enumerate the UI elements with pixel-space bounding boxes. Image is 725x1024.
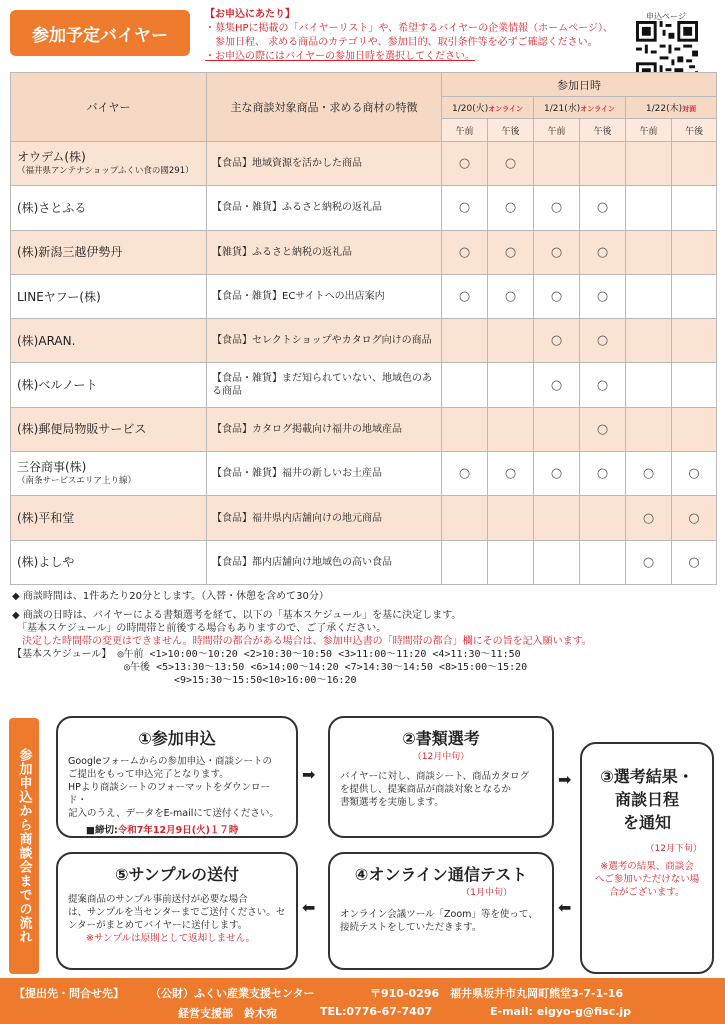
step-text: Googleフォームからの参加申込・商談シートの	[68, 756, 273, 767]
step-when: （1月中旬）	[461, 888, 512, 898]
step-when: （12月下旬）	[645, 844, 702, 854]
pm-slots: <5>13:30～13:50 <6>14:00～14:20 <7>14:30～14:50 <8>15:00～15:20	[156, 662, 528, 673]
availability-cell: ○	[488, 274, 534, 318]
availability-cell	[488, 540, 534, 584]
buyer-name: (株)郵便局物販サービス	[17, 422, 147, 437]
pm-label: ◎午後	[124, 662, 151, 673]
arrow-left-icon: ⬅	[558, 898, 572, 917]
table-row	[11, 142, 717, 186]
buyer-feature: 【食品・雑貨】まだ知られていない、地域色のある商品	[207, 363, 442, 407]
note-line: 決定した時間帯の変更はできません。時間帯の都合がある場合は、参加申込書の「時間帯の都合」欄にその旨を記入願います。	[12, 636, 592, 647]
availability-cell	[488, 363, 534, 407]
availability-cell	[626, 186, 672, 230]
step-title: 商談日程	[614, 790, 679, 809]
availability-cell: ○	[534, 452, 580, 496]
buyer-name-cell	[11, 363, 207, 407]
step-text: 記入のうえ、データをE-mailにて送付ください。	[68, 808, 279, 819]
availability-cell: ○	[442, 230, 488, 274]
footer-address: 〒910-0296 福井県坂井市丸岡町熊堂3-7-1-16	[370, 987, 624, 1000]
arrow-left-icon: ⬅	[302, 898, 316, 917]
buyer-name-cell	[11, 186, 207, 230]
step-title: を通知	[622, 813, 671, 832]
availability-cell: ○	[488, 452, 534, 496]
schedule-title: 【基本スケジュール】	[12, 649, 112, 660]
step-online-test	[328, 852, 554, 970]
availability-cell: ○	[626, 540, 672, 584]
table-row	[11, 319, 717, 363]
availability-cell	[488, 496, 534, 540]
availability-cell	[626, 274, 672, 318]
table-row	[11, 496, 717, 540]
buyer-feature: 【食品】福井県内店舗向けの地元商品	[207, 496, 442, 540]
deadline-value: 令和7年12月9日(火)１７時	[117, 825, 239, 836]
step-title: ①参加申込	[138, 729, 216, 748]
availability-cell	[442, 496, 488, 540]
step-title: ⑤サンプルの送付	[114, 865, 240, 884]
step-text: へご参加いただけない場	[594, 874, 700, 885]
buyer-name-cell	[11, 452, 207, 496]
footer-org: （公財）ふくい産業支援センター	[150, 987, 315, 1000]
table-row	[11, 230, 717, 274]
notes	[12, 590, 712, 687]
qr-label: 申込ページ	[646, 12, 686, 21]
availability-cell: ○	[580, 186, 626, 230]
step-text: オンライン会議ツール「Zoom」等を使って、	[340, 909, 538, 920]
col-features-header: 主な商談対象商品・求める商材の特徴	[207, 73, 442, 142]
buyer-name: (株)ベルノート	[17, 378, 98, 393]
step-text: バイヤーに対し、商談シート、商品カタログ	[340, 771, 530, 782]
step-text: 提案商品のサンプル事前送付が必要な場合	[68, 894, 248, 905]
schedule-row	[12, 661, 712, 674]
am-header: 午前	[442, 119, 488, 142]
availability-cell	[488, 407, 534, 451]
availability-cell: ○	[534, 186, 580, 230]
availability-cell: ○	[534, 230, 580, 274]
buyer-name-cell	[11, 274, 207, 318]
availability-cell	[672, 142, 717, 186]
availability-cell: ○	[672, 496, 717, 540]
am-slots: <1>10:00～10:20 <2>10:30～10:50 <3>11:00～11:20 <4>11:30～11:50	[149, 649, 521, 660]
availability-cell	[442, 319, 488, 363]
buyer-name: (株)平和堂	[17, 511, 75, 526]
footer-mail[interactable]: E-mail: eigyo-g@fisc.jp	[490, 1005, 632, 1018]
availability-cell	[442, 363, 488, 407]
availability-cell	[580, 496, 626, 540]
notice-line: 参加日程、 求める商品のカテゴリや、参加目的、取引条件等を必ずご確認ください。	[205, 37, 598, 48]
flow-label: 参加申込から商談会までの流れ	[9, 718, 39, 974]
arrow-right-icon: ➡	[558, 770, 572, 789]
buyer-name-cell	[11, 142, 207, 186]
footer-label: 【提出先・問合せ先】	[14, 987, 124, 1000]
buyer-feature: 【食品】カタログ掲載向け福井の地域産品	[207, 407, 442, 451]
step-text: ご提出をもって申込完了となります。	[68, 769, 229, 780]
notice-line: ・お申込の際にはバイヤーの参加日時を選択してください。	[205, 51, 475, 62]
buyer-sub: （南条サービスエリア上り線）	[17, 475, 137, 486]
pm-header: 午後	[672, 119, 717, 142]
buyer-name-cell	[11, 540, 207, 584]
section-badge: 参加予定バイヤー	[10, 10, 190, 56]
day-header	[626, 97, 717, 119]
buyer-feature: 【食品】地域資源を活かした商品	[207, 142, 442, 186]
table-row	[11, 540, 717, 584]
buyer-name-cell	[11, 407, 207, 451]
am-header: 午前	[626, 119, 672, 142]
availability-cell: ○	[626, 452, 672, 496]
notice	[205, 8, 625, 64]
buyer-feature: 【食品】セレクトショップやカタログ向けの商品	[207, 319, 442, 363]
step-title: ④オンライン通信テスト	[354, 865, 528, 884]
day-label: 1/20(火)	[451, 104, 489, 114]
table-row	[11, 186, 717, 230]
buyer-name: (株)よしや	[17, 555, 75, 570]
availability-cell	[672, 363, 717, 407]
step-text: HPより商談シートのフォーマットをダウンロード・	[68, 782, 271, 806]
availability-cell	[534, 142, 580, 186]
availability-cell: ○	[580, 230, 626, 274]
step-text: ※選考の結果、商談会	[600, 861, 694, 872]
availability-cell: ○	[580, 363, 626, 407]
availability-cell	[626, 142, 672, 186]
availability-cell	[626, 407, 672, 451]
step-title: ③選考結果・	[600, 767, 694, 786]
col-buyer-header: バイヤー	[11, 73, 207, 142]
availability-cell	[442, 407, 488, 451]
availability-cell: ○	[488, 230, 534, 274]
table-row	[11, 452, 717, 496]
footer-tel[interactable]: TEL:0776-67-7407	[320, 1005, 433, 1018]
availability-cell	[534, 540, 580, 584]
buyer-name: 三谷商事(株)	[17, 459, 87, 474]
table-row	[11, 363, 717, 407]
step-text: は、サンプルを当センターまでご送付ください。セ	[68, 907, 286, 918]
buyer-name: オウデム(株)	[17, 149, 86, 164]
note-line: ◆ 商談の日時は、バイヤーによる書類選考を経て、以下の「基本スケジュール」を基に決定します。	[12, 610, 462, 621]
note-line: 「基本スケジュール」の時間帯と前後する場合もありますので、ご了承ください。	[12, 623, 387, 634]
availability-cell: ○	[626, 496, 672, 540]
buyer-feature: 【食品・雑貨】ふるさと納税の返礼品	[207, 186, 442, 230]
step-sample	[56, 852, 298, 970]
availability-cell: ○	[534, 274, 580, 318]
availability-cell: ○	[580, 319, 626, 363]
step-apply	[56, 716, 298, 838]
buyer-feature: 【食品・雑貨】福井の新しいお土産品	[207, 452, 442, 496]
availability-cell: ○	[580, 452, 626, 496]
availability-cell: ○	[672, 452, 717, 496]
availability-cell	[626, 319, 672, 363]
day-header	[534, 97, 626, 119]
availability-cell: ○	[442, 452, 488, 496]
deadline-label: ■締切:	[86, 825, 118, 836]
availability-cell	[672, 274, 717, 318]
buyer-name: (株)さとふる	[17, 200, 87, 215]
buyer-sub: （福井県アンテナショップふくい食の國291）	[17, 165, 194, 176]
availability-cell	[534, 407, 580, 451]
am-header: 午前	[534, 119, 580, 142]
step-text: 合がございます。	[609, 887, 685, 898]
step-screening	[328, 716, 554, 838]
note-line: ◆ 商談時間は、1件あたり20分とします。（入替・休憩を含めて30分）	[12, 591, 329, 602]
availability-cell: ○	[488, 186, 534, 230]
day-tag: 対面	[682, 105, 697, 113]
availability-cell	[534, 496, 580, 540]
buyer-name-cell	[11, 319, 207, 363]
availability-cell: ○	[534, 319, 580, 363]
availability-cell	[580, 540, 626, 584]
availability-cell	[672, 230, 717, 274]
buyer-feature: 【雑貨】ふるさと納税の返礼品	[207, 230, 442, 274]
buyer-feature: 【食品・雑貨】ECサイトへの出店案内	[207, 274, 442, 318]
am-label: ◎午前	[117, 649, 144, 660]
availability-cell: ○	[534, 363, 580, 407]
buyer-name-cell	[11, 230, 207, 274]
buyer-name: (株)新潟三越伊勢丹	[17, 245, 123, 260]
table-row	[11, 407, 717, 451]
availability-cell: ○	[580, 274, 626, 318]
buyer-feature: 【食品】都内店舗向け地域色の高い食品	[207, 540, 442, 584]
step-result	[580, 742, 714, 974]
availability-cell	[672, 319, 717, 363]
availability-cell	[488, 319, 534, 363]
day-label: 1/21(水)	[543, 104, 581, 114]
availability-cell: ○	[580, 407, 626, 451]
step-text: ンターがまとめてバイヤーに送付します。	[68, 920, 248, 931]
step-when: （12月中旬）	[412, 752, 470, 762]
table-row	[11, 274, 717, 318]
availability-cell	[626, 363, 672, 407]
day-header	[442, 97, 534, 119]
availability-cell: ○	[442, 186, 488, 230]
pm-slots: <9>15:30～15:50<10>16:00～16:20	[174, 675, 357, 686]
availability-cell: ○	[488, 142, 534, 186]
buyer-name: LINEヤフー(株)	[17, 289, 101, 304]
availability-cell: ○	[442, 274, 488, 318]
availability-cell	[672, 186, 717, 230]
step-text: ※サンプルは原則として返却しません。	[86, 933, 256, 944]
schedule-row	[12, 648, 712, 661]
availability-cell	[626, 230, 672, 274]
availability-cell	[442, 540, 488, 584]
buyer-table	[10, 72, 717, 585]
step-text: 書類選考を実施します。	[340, 797, 444, 808]
schedule-row	[12, 674, 712, 687]
day-tag: オンライン	[488, 105, 524, 113]
footer-dept: 経営支援部 鈴木宛	[178, 1007, 277, 1020]
col-dates-header: 参加日時	[442, 73, 717, 97]
notice-line: ・募集HPに掲載の「バイヤーリスト」や、希望するバイヤーの企業情報（ホームページ）、	[205, 23, 613, 34]
day-label: 1/22(木)	[645, 104, 683, 114]
step-text: 接続テストをしていただきます。	[340, 922, 482, 933]
pm-header: 午後	[580, 119, 626, 142]
step-text: を提供し、提案商品が商談対象となるか	[340, 784, 512, 795]
availability-cell: ○	[672, 540, 717, 584]
availability-cell	[672, 407, 717, 451]
availability-cell: ○	[442, 142, 488, 186]
pm-header: 午後	[488, 119, 534, 142]
availability-cell	[580, 142, 626, 186]
buyer-name: (株)ARAN.	[17, 333, 76, 348]
notice-head: 【お申込にあたり】	[205, 9, 295, 20]
buyer-name-cell	[11, 496, 207, 540]
arrow-right-icon: ➡	[302, 765, 316, 784]
step-title: ②書類選考	[402, 729, 480, 748]
day-tag: オンライン	[580, 105, 616, 113]
footer	[0, 978, 725, 1024]
